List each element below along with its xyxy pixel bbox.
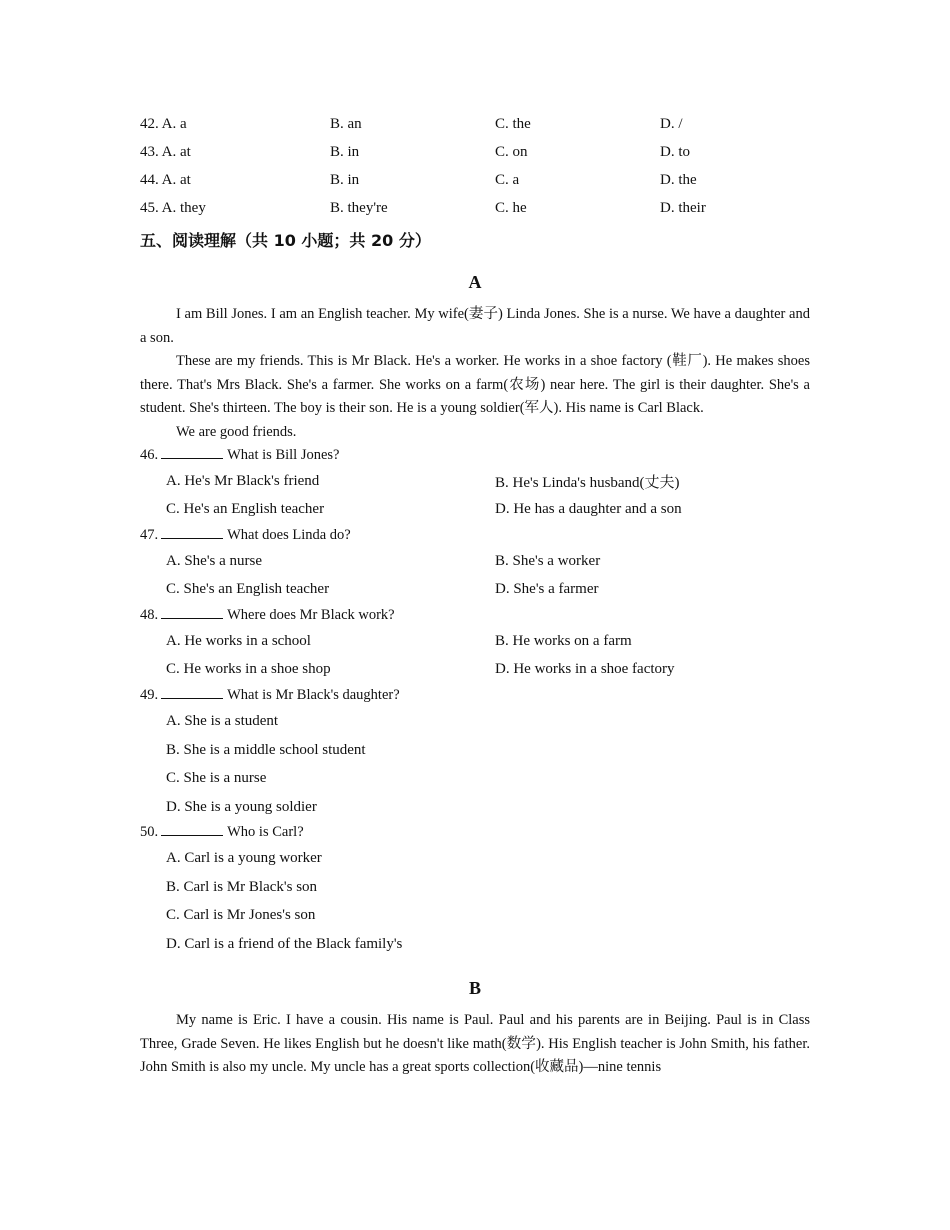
answer-option-c: C. She's an English teacher xyxy=(166,581,330,598)
option-row-42 xyxy=(140,110,810,138)
answer-option-c: C. He works in a shoe shop xyxy=(166,661,331,678)
question-48 xyxy=(140,604,810,627)
question-number: 49. xyxy=(140,687,159,703)
option-row-43 xyxy=(140,138,810,166)
answer-option-a: A. Carl is a young worker xyxy=(166,850,322,866)
answer-option-b: B. He's Linda's husband(丈夫) xyxy=(495,474,680,491)
answer-option-d: D. She's a farmer xyxy=(495,581,599,598)
question-49 xyxy=(140,684,810,707)
option-44-a: 44. A. at xyxy=(140,171,191,188)
exam-page xyxy=(140,110,810,1080)
answer-row xyxy=(140,627,810,656)
passage-a-paragraph-3: We are good friends. xyxy=(176,423,297,440)
answer-blank[interactable] xyxy=(161,446,223,459)
option-45-a: 45. A. they xyxy=(140,199,206,216)
answer-option-d: D. Carl is a friend of the Black family's xyxy=(166,935,403,952)
answer-option-a: A. He's Mr Black's friend xyxy=(166,472,320,489)
option-43-b: B. in xyxy=(330,143,360,160)
answer-blank[interactable] xyxy=(161,526,223,539)
option-44-d: D. the xyxy=(660,171,697,188)
answer-option-c: C. Carl is Mr Jones's son xyxy=(166,907,316,923)
option-43-d: D. to xyxy=(660,143,690,160)
question-number: 48. xyxy=(140,607,159,623)
option-44-c: C. a xyxy=(495,171,520,188)
answer-option-d: D. He works in a shoe factory xyxy=(495,661,675,678)
question-47 xyxy=(140,524,810,547)
answer-option-b: B. He works on a farm xyxy=(495,632,632,649)
answer-option-d: D. She is a young soldier xyxy=(166,798,317,815)
question-text: What does Linda do? xyxy=(227,527,351,543)
answer-blank[interactable] xyxy=(161,686,223,699)
question-46 xyxy=(140,444,810,467)
question-text: What is Bill Jones? xyxy=(227,447,340,463)
answer-row xyxy=(140,576,810,605)
answer-option-a: A. She is a student xyxy=(166,713,279,729)
option-42-a: 42. A. a xyxy=(140,115,187,132)
option-42-d: D. / xyxy=(660,115,683,132)
answer-option-b: B. She is a middle school student xyxy=(166,741,366,758)
option-row-44 xyxy=(140,166,810,194)
option-43-c: C. on xyxy=(495,143,528,160)
option-45-c: C. he xyxy=(495,199,527,216)
answer-option-a: A. She's a nurse xyxy=(166,552,263,569)
answer-blank[interactable] xyxy=(161,823,223,836)
section-title: 五、阅读理解（共 10 小题；共 20 分） xyxy=(140,231,431,250)
passage-b-title: B xyxy=(468,978,481,998)
answer-option-a: A. He works in a school xyxy=(166,632,311,649)
answer-option-c: C. She is a nurse xyxy=(166,770,267,786)
option-45-d: D. their xyxy=(660,199,706,216)
answer-option-c: C. He's an English teacher xyxy=(166,501,325,518)
option-43-a: 43. A. at xyxy=(140,143,191,160)
passage-b-paragraph-1: My name is Eric. I have a cousin. His name is Paul. Paul and his parents are in Beijing. Paul is in Class Three, Grade Seven. He likes English but he doesn't like math(数学). His English teacher is John Smith, his father. John Smith is also my uncle. My uncle has a great sports collection(收藏品)—nine tennis xyxy=(140,1012,810,1075)
question-text: Who is Carl? xyxy=(227,824,304,840)
answer-option-d: D. He has a daughter and a son xyxy=(495,501,682,518)
question-text: What is Mr Black's daughter? xyxy=(227,687,400,703)
question-number: 47. xyxy=(140,527,159,543)
passage-a-title: A xyxy=(468,272,482,292)
answer-row xyxy=(140,547,810,576)
passage-a-paragraph-2: These are my friends. This is Mr Black. He's a worker. He works in a shoe factory (鞋厂). He makes shoes there. That's Mrs Black. She's a farmer. She works on a farm(农场) near here. The girl is their daughter. She's a student. She's thirteen. The boy is their son. He is a young soldier(军人). His name is Carl Black. xyxy=(140,353,810,416)
question-number: 50. xyxy=(140,824,159,840)
answer-row xyxy=(140,467,810,496)
option-42-c: C. the xyxy=(495,115,531,132)
answer-blank[interactable] xyxy=(161,606,223,619)
question-number: 46. xyxy=(140,447,159,463)
option-42-b: B. an xyxy=(330,115,362,132)
question-50 xyxy=(140,821,810,844)
question-text: Where does Mr Black work? xyxy=(227,607,395,623)
answer-row xyxy=(140,496,810,525)
option-45-b: B. they're xyxy=(330,199,388,216)
answer-option-b: B. Carl is Mr Black's son xyxy=(166,878,318,895)
option-row-45 xyxy=(140,194,810,222)
answer-option-b: B. She's a worker xyxy=(495,552,601,569)
option-44-b: B. in xyxy=(330,171,360,188)
passage-a-paragraph-1: I am Bill Jones. I am an English teacher. My wife(妻子) Linda Jones. She is a nurse. We have a daughter and a son. xyxy=(140,306,810,346)
answer-row xyxy=(140,656,810,685)
